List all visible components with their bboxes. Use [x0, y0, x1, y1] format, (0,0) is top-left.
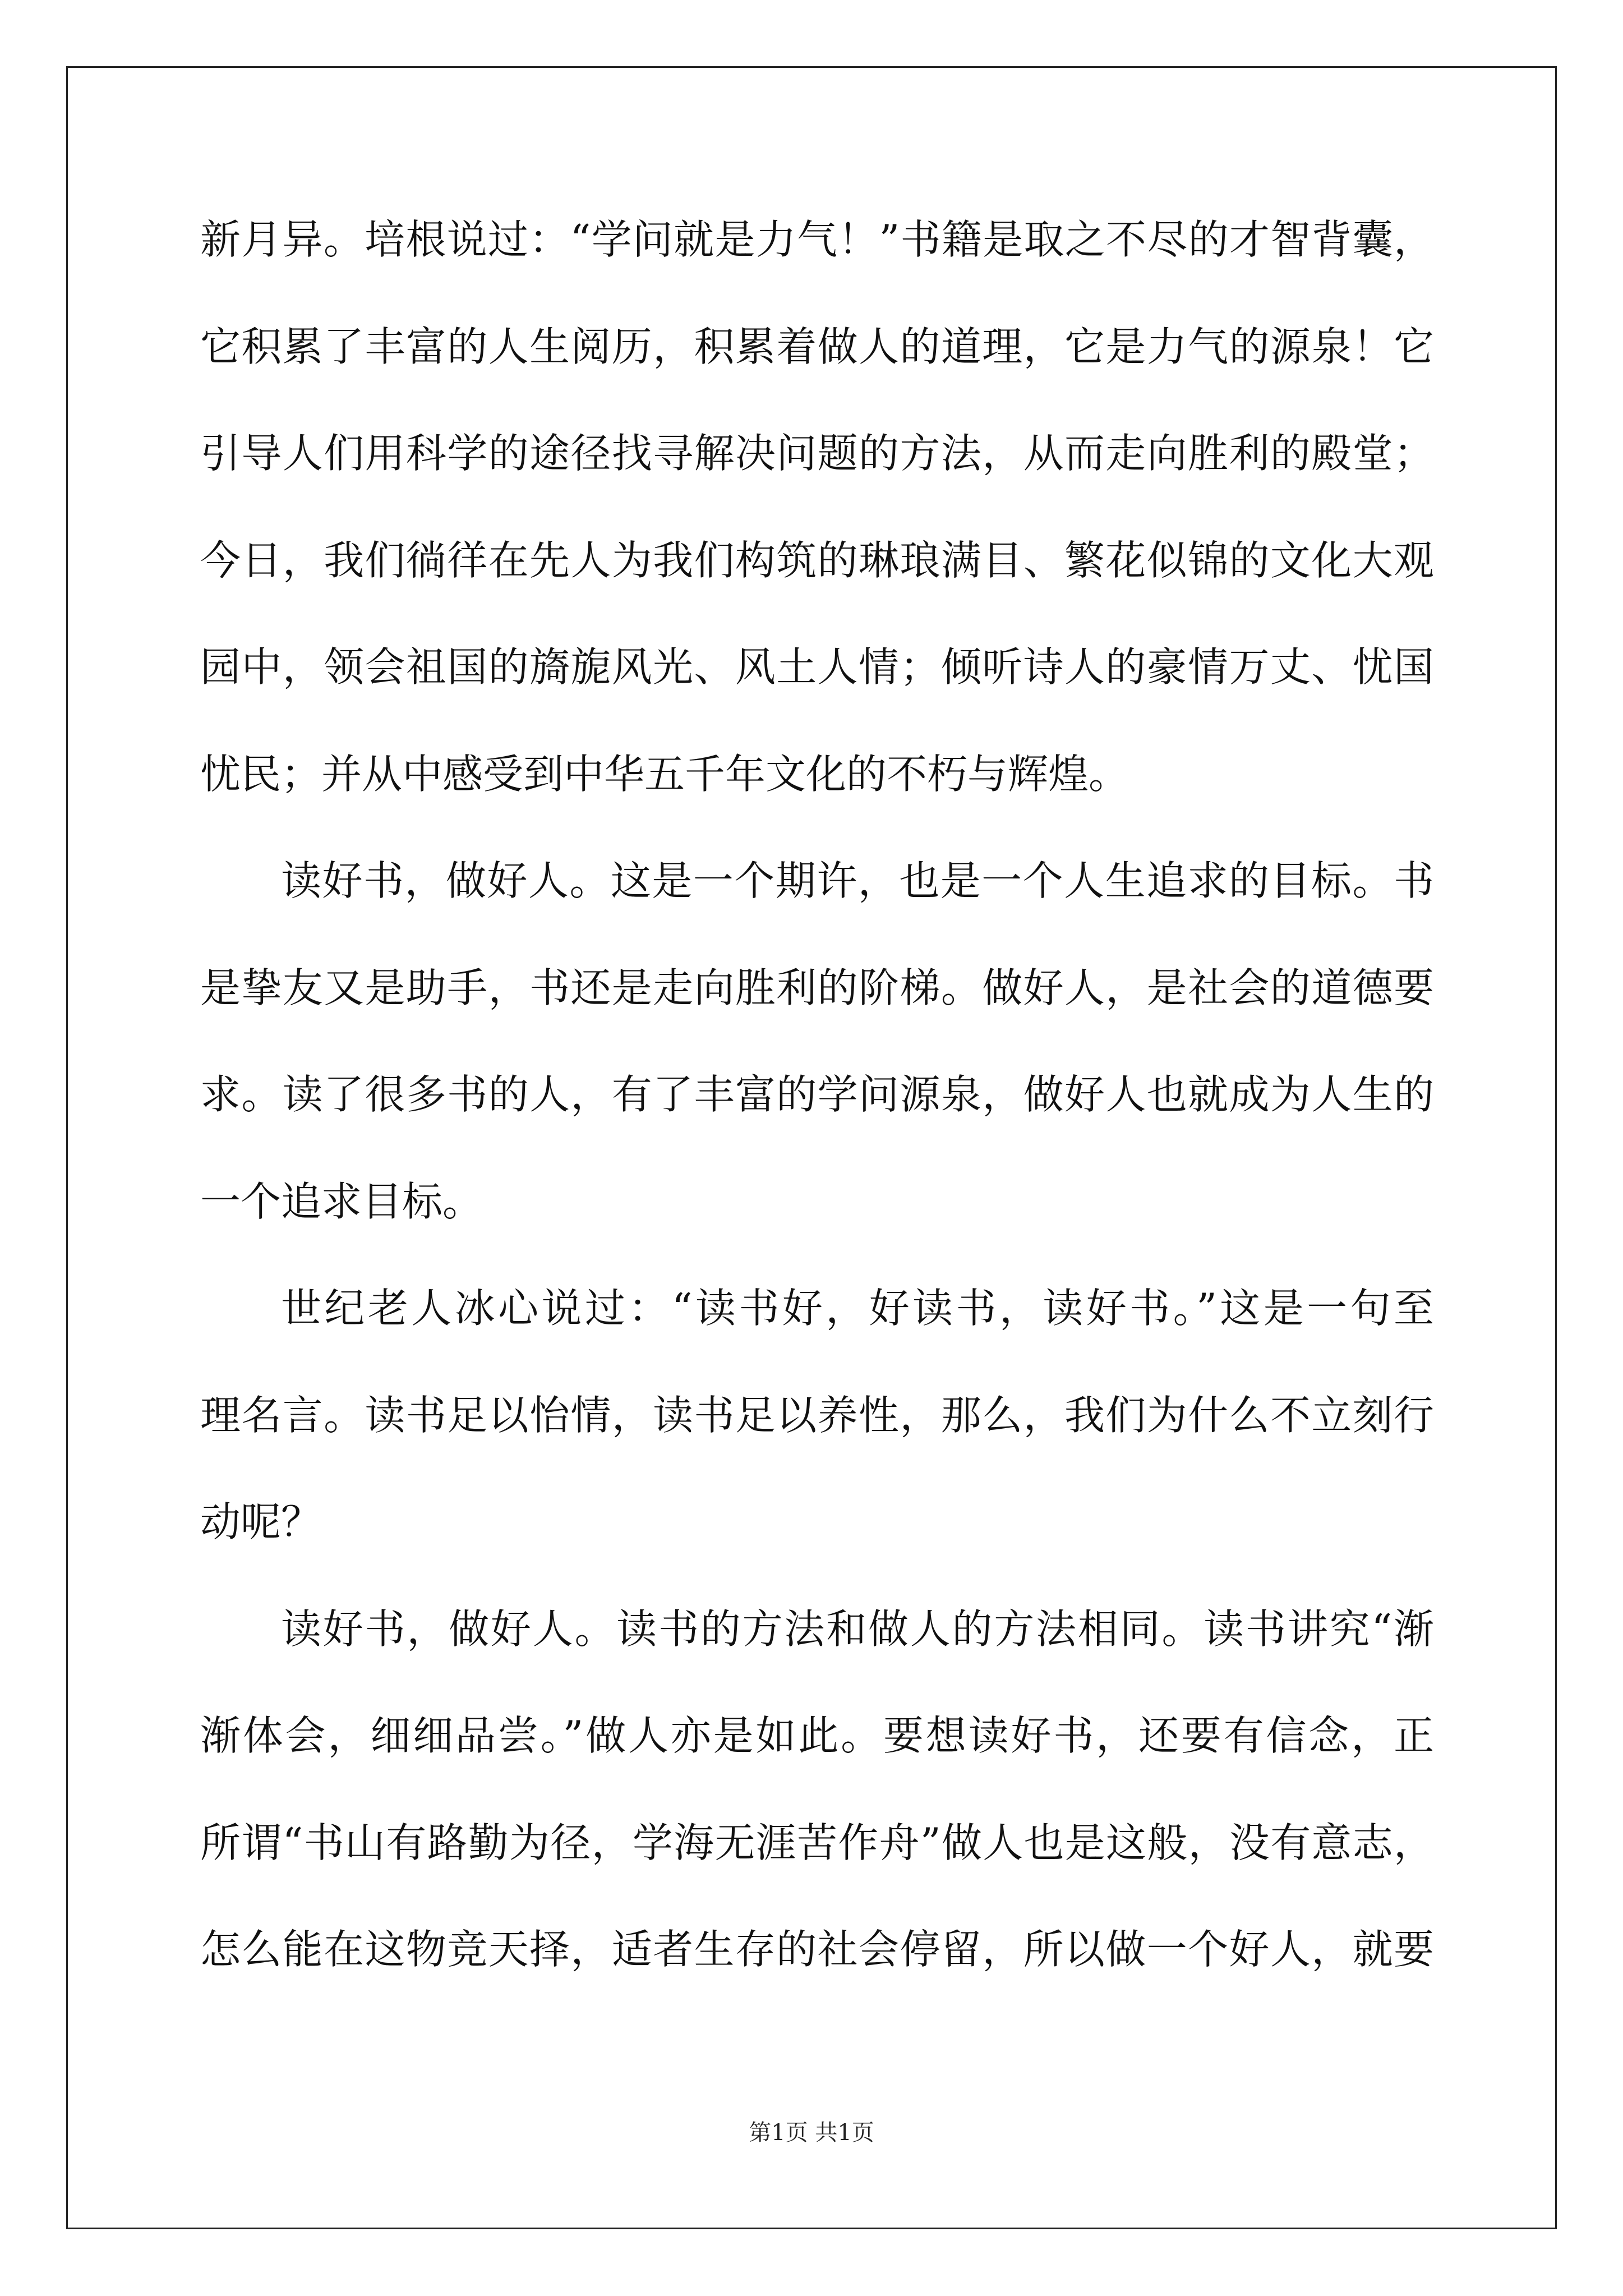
page-footer: 第1页 共1页: [749, 2120, 874, 2146]
text-line: 忧民；并从中感受到中华五千年文化的不朽与辉煌。: [200, 750, 1129, 798]
text-line: 读好书，做好人。读书的方法和做人的方法相同。读书讲究“渐: [281, 1605, 1434, 1653]
text-line: 今日，我们徜徉在先人为我们构筑的琳琅满目、繁花似锦的文化大观: [200, 536, 1434, 584]
text-line: 世纪老人冰心说过：“读书好，好读书，读好书。”这是一句至: [281, 1285, 1434, 1332]
text-line: 园中，领会祖国的旖旎风光、风土人情；倾听诗人的豪情万丈、忧国: [200, 643, 1434, 691]
text-line: 理名言。读书足以怡情，读书足以养性，那么，我们为什么不立刻行: [200, 1391, 1434, 1439]
text-line: 动呢？: [200, 1498, 322, 1545]
text-line: 一个追求目标。: [200, 1177, 483, 1225]
text-line: 读好书，做好人。这是一个期许，也是一个人生追求的目标。书: [281, 857, 1434, 904]
text-line: 求。读了很多书的人，有了丰富的学问源泉，做好人也就成为人生的: [200, 1071, 1434, 1118]
text-line: 所谓“书山有路勤为径，学海无涯苦作舟”做人也是这般，没有意志，: [200, 1819, 1434, 1866]
document-body: [200, 209, 1434, 2026]
text-line: 它积累了丰富的人生阅历，积累着做人的道理，它是力气的源泉！它: [200, 323, 1434, 370]
text-line: 引导人们用科学的途径找寻解决问题的方法，从而走向胜利的殿堂；: [200, 430, 1434, 477]
text-line: 是挚友又是助手，书还是走向胜利的阶梯。做好人，是社会的道德要: [200, 964, 1434, 1011]
text-line: 新月异。培根说过：“学问就是力气！”书籍是取之不尽的才智背囊，: [200, 216, 1434, 263]
text-line: 怎么能在这物竞天择，适者生存的社会停留，所以做一个好人，就要: [200, 1926, 1434, 1973]
text-line: 渐体会，细细品尝。”做人亦是如此。要想读好书，还要有信念，正: [200, 1712, 1434, 1759]
